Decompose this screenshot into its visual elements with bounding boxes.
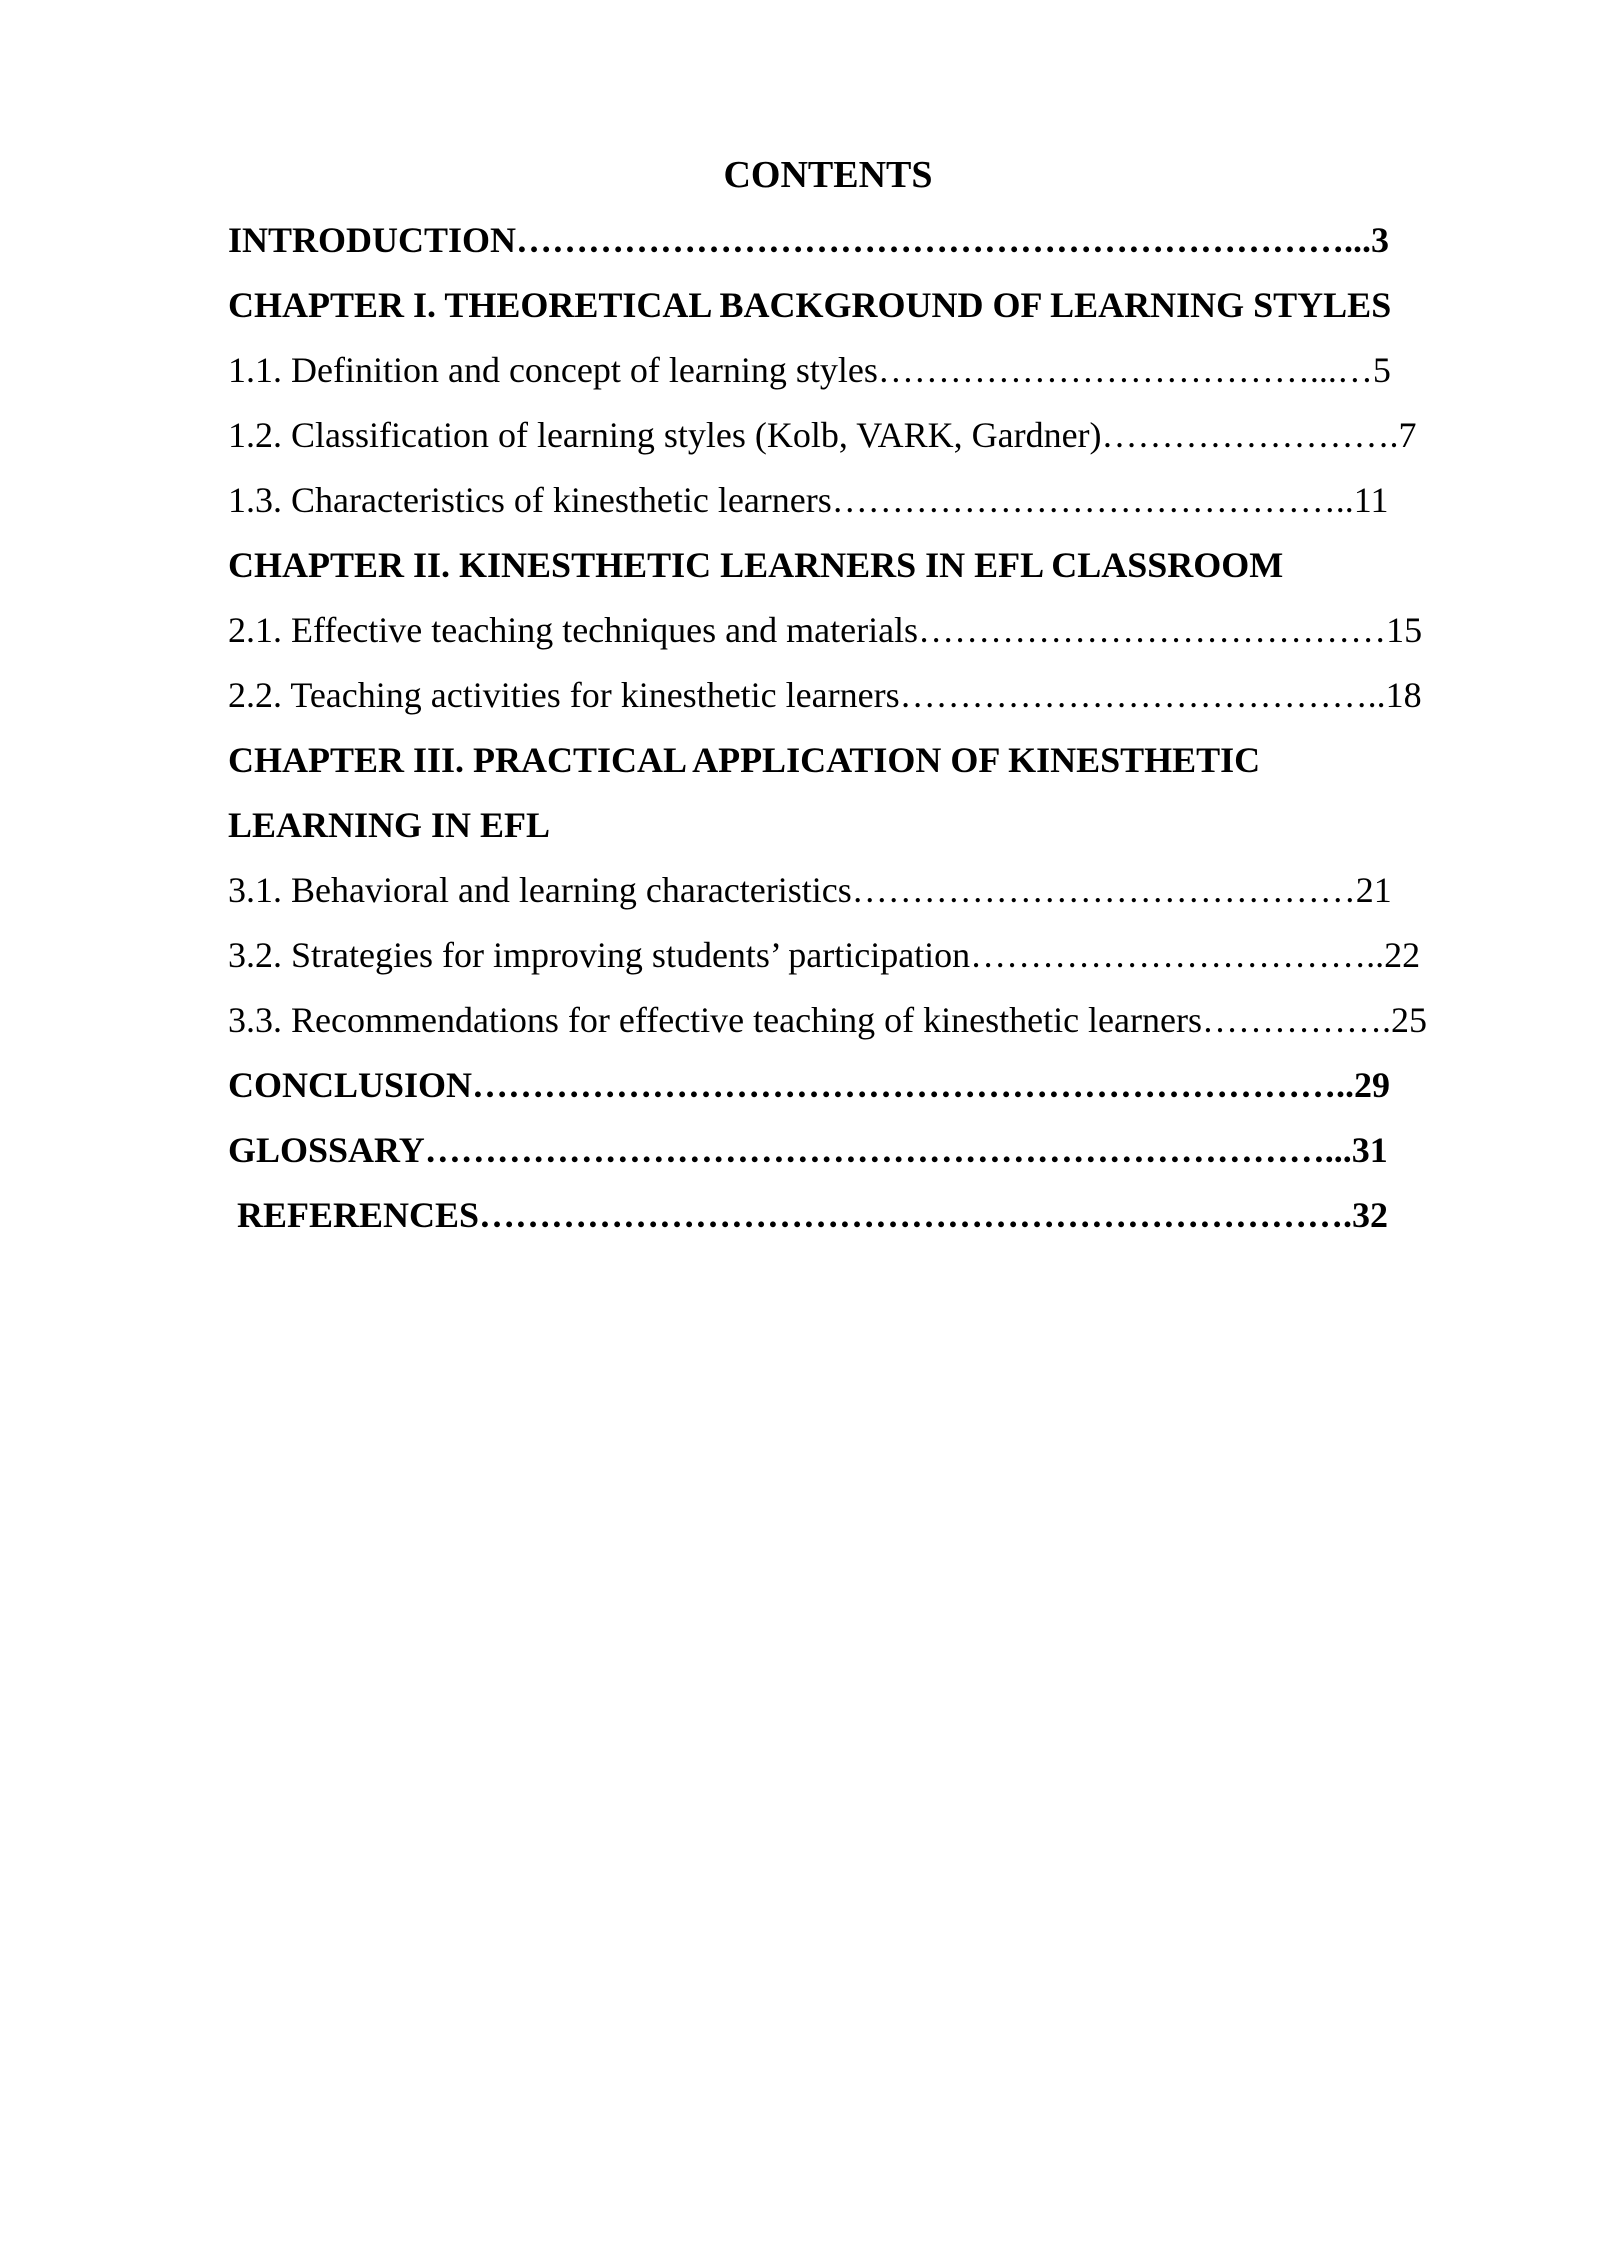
toc-entry-chapter-1: CHAPTER I. THEORETICAL BACKGROUND OF LEARNING STYLES: [228, 285, 1392, 325]
toc-entry-chapter-3-line-2: LEARNING IN EFL: [228, 805, 551, 845]
toc-entry-introduction: INTRODUCTION……………………………………………………………...3: [228, 220, 1390, 260]
contents-title: CONTENTS: [723, 154, 933, 196]
toc-entry-references: REFERENCES……………………………………………………………….32: [237, 1195, 1389, 1235]
toc-entry-3-2: 3.2. Strategies for improving students’ participation……………………………..22: [228, 935, 1421, 975]
toc-entry-1-3: 1.3. Characteristics of kinesthetic learners……………………………………..11: [228, 480, 1389, 520]
toc-entry-2-2: 2.2. Teaching activities for kinesthetic learners…………………………………..18: [228, 675, 1422, 715]
toc-entry-chapter-3-line-1: CHAPTER III. PRACTICAL APPLICATION OF KINESTHETIC: [228, 740, 1261, 780]
toc-entry-3-1: 3.1. Behavioral and learning characteristics……………………………………21: [228, 870, 1392, 910]
toc-entry-chapter-2: CHAPTER II. KINESTHETIC LEARNERS IN EFL CLASSROOM: [228, 545, 1284, 585]
toc-entry-glossary: GLOSSARY…………………………………………………………………...31: [228, 1130, 1388, 1170]
toc-entry-1-2: 1.2. Classification of learning styles (Kolb, VARK, Gardner)…………………….7: [228, 415, 1417, 455]
table-of-contents: [228, 215, 1488, 1255]
toc-entry-1-1: 1.1. Definition and concept of learning styles………………………………...…5: [228, 350, 1391, 390]
toc-entry-conclusion: CONCLUSION………………………………………………………………..29: [228, 1065, 1391, 1105]
toc-entry-3-3: 3.3. Recommendations for effective teaching of kinesthetic learners…………….25: [228, 1000, 1427, 1040]
toc-entry-2-1: 2.1. Effective teaching techniques and materials…………………………………15: [228, 610, 1423, 650]
